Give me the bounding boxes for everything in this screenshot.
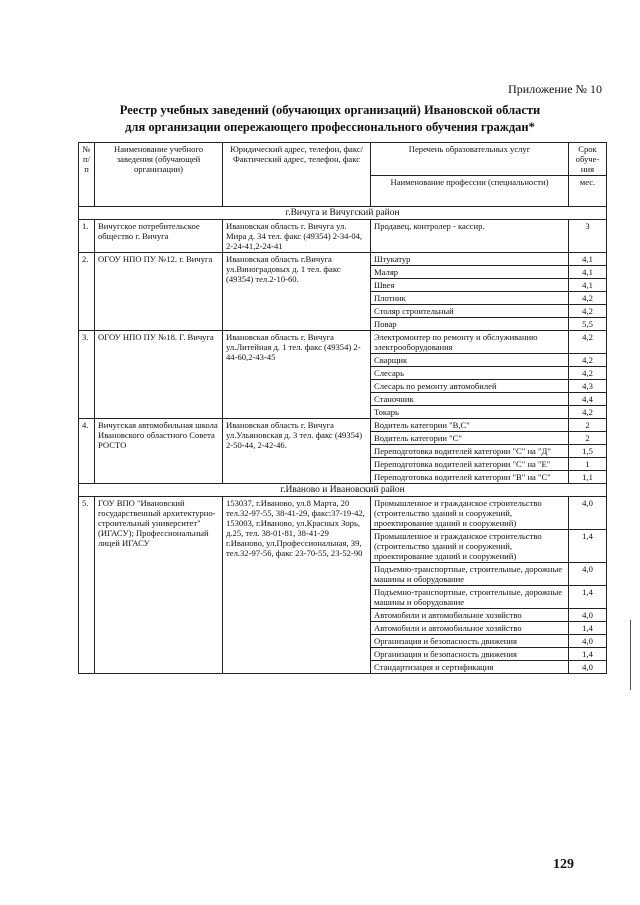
org-number: 5. (79, 497, 95, 674)
org-address: Ивановская область г. Вичуга ул. Мира д. 34 тел. факс (49354) 2-34-04, 2-24-41,2-24-41 (223, 220, 371, 253)
org-number: 2. (79, 253, 95, 331)
service-name: Стандартизация и сертификация (371, 661, 569, 674)
service-term: 4,0 (569, 635, 607, 648)
org-number: 1. (79, 220, 95, 253)
service-name: Автомобили и автомобильное хозяйство (371, 609, 569, 622)
table-row (79, 419, 607, 432)
service-name: Переподготовка водителей категории "С" на "Д" (371, 445, 569, 458)
service-name: Переподготовка водителей категории "С" на "Е" (371, 458, 569, 471)
margin-line (630, 620, 631, 690)
org-number: 3. (79, 331, 95, 419)
service-name: Швея (371, 279, 569, 292)
service-term: 4,3 (569, 380, 607, 393)
service-term: 4,0 (569, 609, 607, 622)
header-num: № п/ п (79, 143, 95, 207)
org-name: Вичугское потребительское общество г. Вичуга (95, 220, 223, 253)
appendix-label: Приложение № 10 (508, 82, 602, 96)
service-name: Плотник (371, 292, 569, 305)
service-term: 1,4 (569, 586, 607, 609)
org-address: 153037, г.Иваново, ул.8 Марта, 20 тел.32-97-55, 38-41-29, факс:37-19-42, 153003, г.Иваново, ул.Красных Зорь, д.25, тел. 38-01-81, 38-41-29 г.Иваново, ул.Профессиональная, 39, тел.32-97-56, факс 23-70-55, 23-52-90 (223, 497, 371, 674)
org-address: Ивановская область г. Вичуга ул.Ульяновская д. 3 тел. факс (49354) 2-50-44, 2-42-46. (223, 419, 371, 484)
service-term: 4,1 (569, 279, 607, 292)
service-name: Промышленное и гражданское строительство (строительство зданий и сооружений, проектирование зданий и сооружений) (371, 497, 569, 530)
service-term: 4,2 (569, 305, 607, 318)
service-term: 4,2 (569, 406, 607, 419)
service-name: Электромонтер по ремонту и обслуживанию электрооборудования (371, 331, 569, 354)
service-name: Сварщик (371, 354, 569, 367)
service-name: Водитель категории "С" (371, 432, 569, 445)
registry-table (78, 142, 607, 674)
service-name: Автомобили и автомобильное хозяйство (371, 622, 569, 635)
org-name: ОГОУ НПО ПУ №12. г. Вичуга (95, 253, 223, 331)
document-title-line-1: Реестр учебных заведений (обучающих организаций) Ивановской области (119, 103, 541, 117)
service-name: Промышленное и гражданское строительство (строительство зданий и сооружений, проектирование зданий и сооружений) (371, 530, 569, 563)
org-address: Ивановская область г.Вичуга ул.Виноградовых д. 1 тел. факс (49354) тел.2-10-60. (223, 253, 371, 331)
service-term: 4,2 (569, 292, 607, 305)
service-name: Организация и безопасность движения (371, 648, 569, 661)
service-term: 4,2 (569, 331, 607, 354)
header-services: Перечень образовательных услуг (371, 143, 569, 176)
service-name: Водитель категории "В,С" (371, 419, 569, 432)
service-name: Переподготовка водителей категории "В" на "С" (371, 471, 569, 484)
service-name: Повар (371, 318, 569, 331)
service-term: 4,0 (569, 563, 607, 586)
service-term: 4,0 (569, 661, 607, 674)
region-row (79, 207, 607, 220)
service-term: 1,5 (569, 445, 607, 458)
header-name: Наименование учебного заведения (обучающей организации) (95, 143, 223, 207)
service-term: 2 (569, 432, 607, 445)
service-name: Слесарь (371, 367, 569, 380)
org-name: ОГОУ НПО ПУ №18. Г. Вичуга (95, 331, 223, 419)
service-term: 1,4 (569, 622, 607, 635)
page-number: 129 (553, 857, 574, 872)
service-term: 2 (569, 419, 607, 432)
service-term: 1,1 (569, 471, 607, 484)
org-name: ГОУ ВПО "Ивановский государственный архитектурно-строительный университет" (ИГАСУ); Профессиональный лицей ИГАСУ (95, 497, 223, 674)
header-unit: мес. (569, 176, 607, 207)
service-name: Токарь (371, 406, 569, 419)
service-name: Штукатур (371, 253, 569, 266)
service-name: Слесарь по ремонту автомобилей (371, 380, 569, 393)
service-term: 4,2 (569, 367, 607, 380)
header-profession: Наименование профессии (специальности) (371, 176, 569, 207)
service-term: 1,4 (569, 530, 607, 563)
table-row (79, 220, 607, 253)
service-term: 4,1 (569, 253, 607, 266)
service-term: 4,1 (569, 266, 607, 279)
org-number: 4. (79, 419, 95, 484)
service-term: 4,0 (569, 497, 607, 530)
org-address: Ивановская область г. Вичуга ул.Литейная д. 1 тел. факс (49354) 2-44-60,2-43-45 (223, 331, 371, 419)
service-term: 4,4 (569, 393, 607, 406)
header-term: Срок обуче-ния (569, 143, 607, 176)
service-name: Подъемно-транспортные, строительные, дорожные машины и оборудование (371, 586, 569, 609)
service-term: 1 (569, 458, 607, 471)
document-title-line-2: для организации опережающего профессионального обучения граждан* (125, 120, 535, 134)
region-heading: г.Вичуга и Вичугский район (79, 207, 607, 220)
header-address: Юридический адрес, телефон, факс/ Фактический адрес, телефон, факс (223, 143, 371, 207)
service-name: Станочник (371, 393, 569, 406)
table-row (79, 253, 607, 266)
header-row (79, 143, 607, 176)
org-name: Вичугская автомобильная школа Ивановского областного Совета РОСТО (95, 419, 223, 484)
service-term: 1,4 (569, 648, 607, 661)
service-term: 4,2 (569, 354, 607, 367)
service-name: Организация и безопасность движения (371, 635, 569, 648)
service-name: Подъемно-транспортные, строительные, дорожные машины и оборудование (371, 563, 569, 586)
service-name: Продавец, контролер - кассир. (371, 220, 569, 253)
service-term: 5,5 (569, 318, 607, 331)
service-name: Столяр строительный (371, 305, 569, 318)
service-term: 3 (569, 220, 607, 253)
region-heading: г.Иваново и Ивановский район (79, 484, 607, 497)
table-row (79, 497, 607, 530)
table-row (79, 331, 607, 354)
region-row (79, 484, 607, 497)
service-name: Маляр (371, 266, 569, 279)
